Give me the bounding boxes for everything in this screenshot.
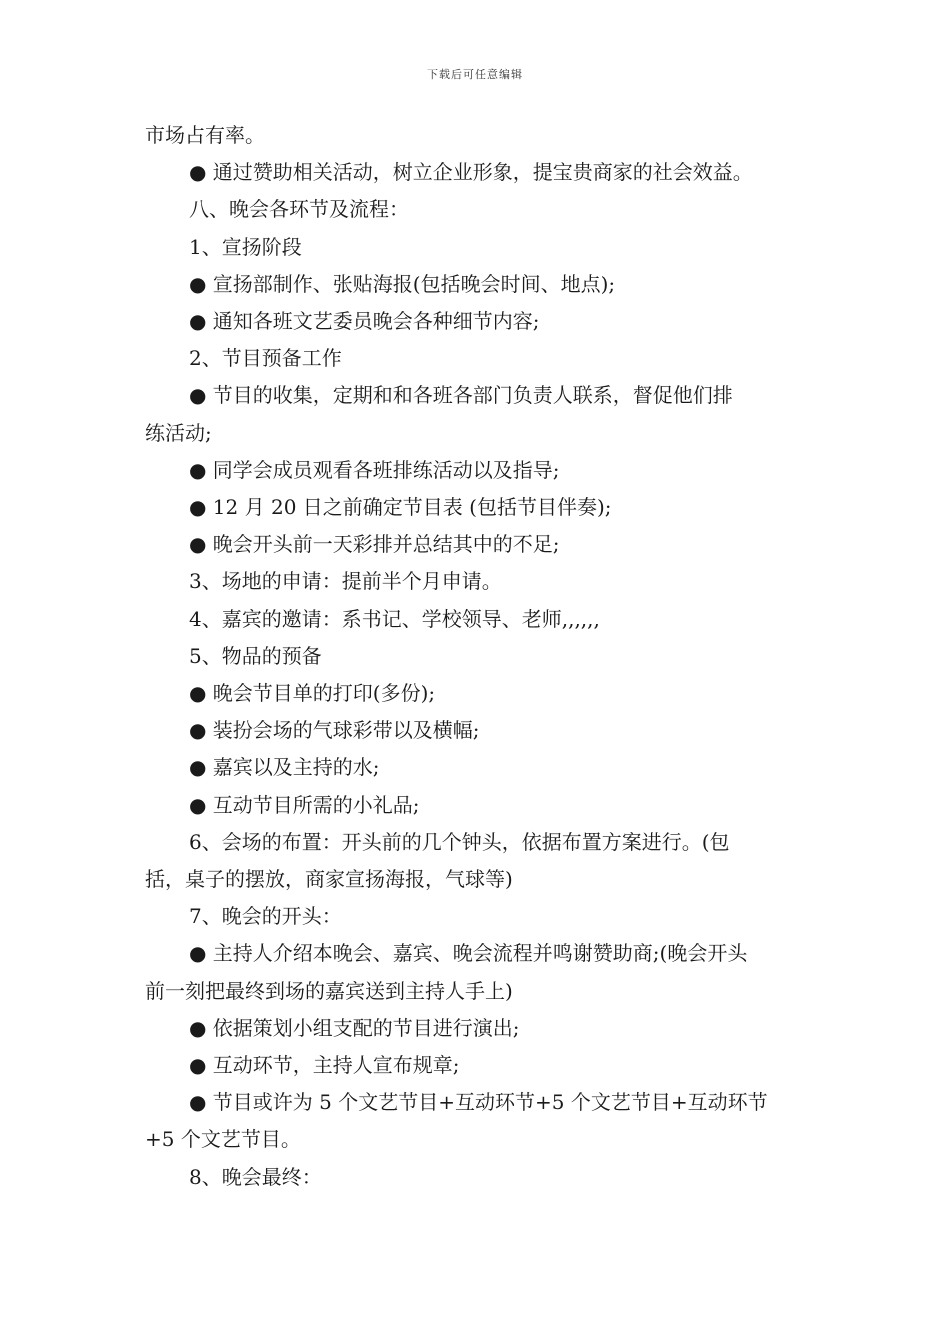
bullet-item: ● 节目或许为 5 个文艺节目+互动环节+5 个文艺节目+互动环节 <box>189 1090 768 1115</box>
bullet-item: ● 通过赞助相关活动，树立企业形象，提宝贵商家的社会效益。 <box>189 160 753 185</box>
text-line: 括，桌子的摆放，商家宣扬海报，气球等) <box>145 867 513 892</box>
bullet-item: ● 12 月 20 日之前确定节目表 (包括节目伴奏); <box>189 495 612 520</box>
subsection-heading: 8、晚会最终： <box>189 1164 322 1189</box>
page-header: 下载后可任意编辑 <box>427 68 523 81</box>
bullet-item: ● 依据策划小组支配的节目进行演出; <box>189 1015 520 1040</box>
subsection-heading: 6、会场的布置：开头前的几个钟头，依据布置方案进行。(包 <box>189 829 730 854</box>
document-body <box>145 117 810 1196</box>
text-line: 市场占有率。 <box>145 123 265 147</box>
bullet-item: ● 同学会成员观看各班排练活动以及指导; <box>189 457 560 482</box>
subsection-heading: 3、场地的申请：提前半个月申请。 <box>189 569 502 594</box>
bullet-item: ● 互动节目所需的小礼品; <box>189 792 420 817</box>
subsection-heading: 7、晚会的开头： <box>189 904 342 929</box>
subsection-heading: 2、节目预备工作 <box>189 346 342 371</box>
section-heading: 八、晚会各环节及流程： <box>189 197 409 222</box>
subsection-heading: 1、宣扬阶段 <box>189 234 302 259</box>
text-line: 前一刻把最终到场的嘉宾送到主持人手上) <box>145 978 513 1003</box>
bullet-item: ● 装扮会场的气球彩带以及横幅; <box>189 718 480 743</box>
bullet-item: ● 宣扬部制作、张贴海报(包括晚会时间、地点); <box>189 271 616 296</box>
bullet-item: ● 晚会开头前一天彩排并总结其中的不足; <box>189 532 560 557</box>
bullet-item: ● 晚会节目单的打印(多份); <box>189 681 436 706</box>
bullet-item: ● 节目的收集，定期和和各班各部门负责人联系，督促他们排 <box>189 383 733 408</box>
text-line: +5 个文艺节目。 <box>145 1127 301 1152</box>
subsection-heading: 4、嘉宾的邀请：系书记、学校领导、老师,,,,,, <box>189 606 600 631</box>
text-line: 练活动; <box>145 420 212 445</box>
bullet-item: ● 嘉宾以及主持的水; <box>189 755 380 780</box>
subsection-heading: 5、物品的预备 <box>189 643 322 668</box>
bullet-item: ● 通知各班文艺委员晚会各种细节内容; <box>189 309 540 334</box>
bullet-item: ● 互动环节，主持人宣布规章; <box>189 1053 460 1078</box>
bullet-item: ● 主持人介绍本晚会、嘉宾、晚会流程并鸣谢赞助商;(晚会开头 <box>189 941 748 966</box>
